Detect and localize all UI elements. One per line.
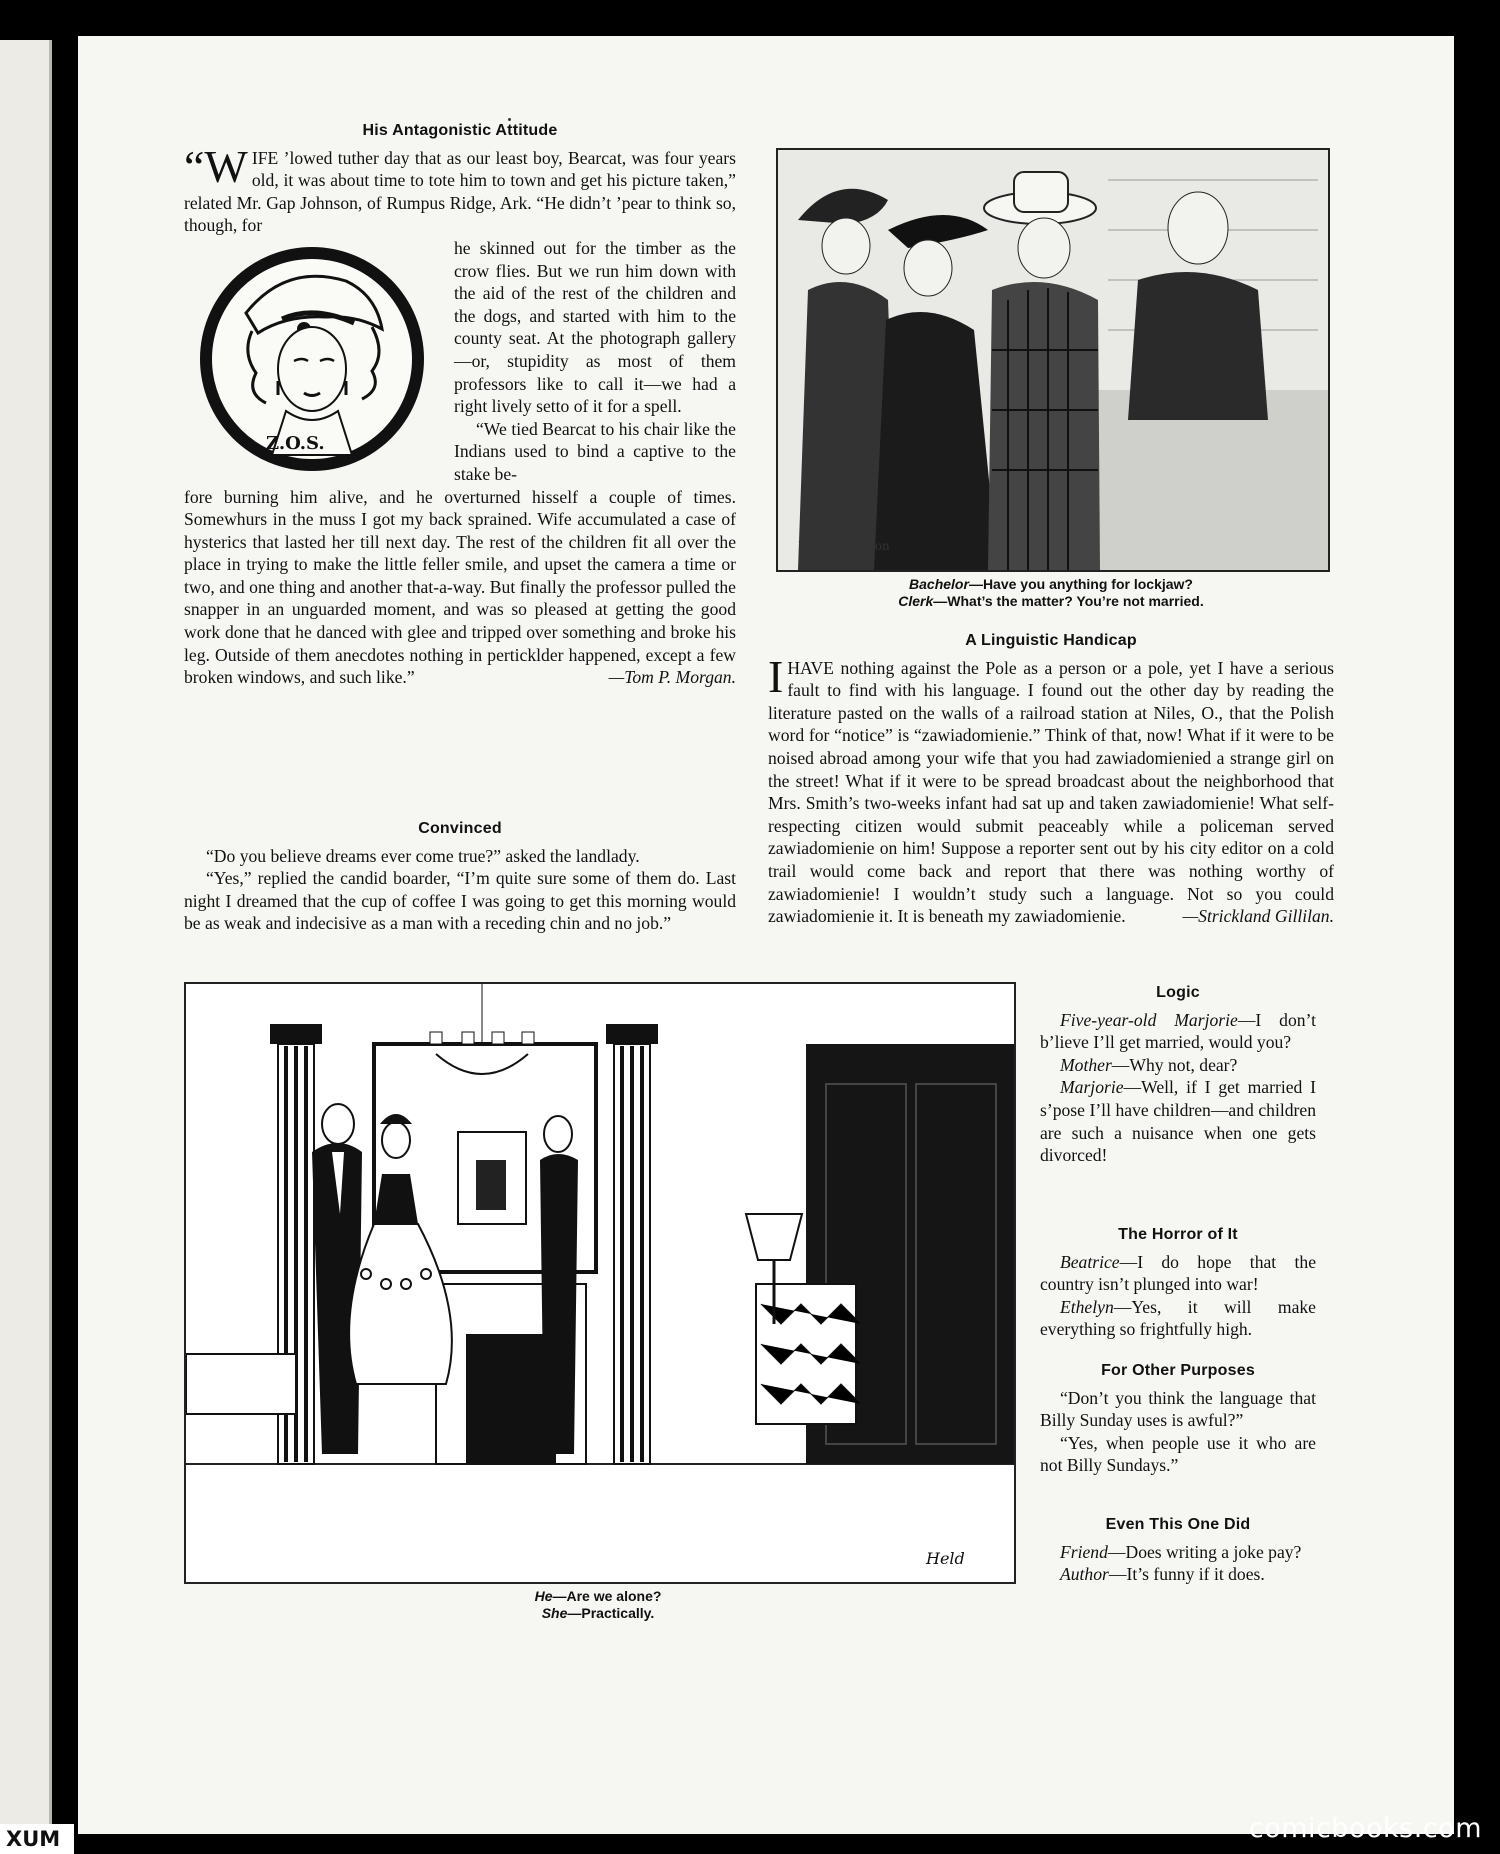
article-antagonistic-attitude — [184, 120, 736, 689]
pharmacy-illustration — [778, 150, 1328, 570]
article-paragraph: he skinned out for the timber as the crow flies. But we run him down with the aid of the rest of the children and the dogs, and started with him to the county seat. At the photograph gallery—or, stupidity as most of them professors like to call it—we had a right lively setto of it for a spell. — [454, 237, 736, 417]
xum-tag: XUM — [0, 1824, 74, 1854]
article-convinced — [184, 818, 736, 935]
article-paragraph: fore burning him alive, and he overturned hisself a couple of times. Somewhurs in the muss I got my back sprained. Wife accumulated a case of hysterics that lasted her till next day. The rest of the children fit all over the place in trying to make the little feller smile, and upset the camera a time or two, and one thing and another that-a-way. But finally the professor pulled the snapper in an unguarded moment, and was so pleased at getting the good work done that he danced with glee and tripped over something and broke his leg. Outside of them anecdotes nothing in perticklder happened, except a few broken windows, and such like.” —Tom P. Morgan. — [184, 486, 736, 688]
article-byline: —Tom P. Morgan. — [608, 667, 736, 688]
pharmacy-cartoon — [776, 148, 1330, 572]
article-other-purposes — [1040, 1360, 1316, 1477]
drop-cap: “W — [184, 140, 248, 192]
article-title: A Linguistic Handicap — [965, 632, 1137, 649]
dialogue-line: Five-year-old Marjorie—I don’t b’lieve I’ll get married, would you? — [1040, 1009, 1316, 1053]
dialogue-line: Author—It’s funny if it does. — [1060, 1564, 1265, 1585]
article-title: For Other Purposes — [1101, 1362, 1255, 1379]
caption-line: Bachelor—Have you anything for lockjaw? — [909, 576, 1193, 592]
article-paragraph: “Yes, when people use it who are not Billy Sundays.” — [1040, 1432, 1316, 1476]
dialogue-line: Marjorie—Well, if I get married I s’pose I’ll have children—and children are such a nuisance when one gets divorced! — [1040, 1077, 1316, 1166]
article-title: His Antagonistic Attitude — [362, 122, 558, 139]
article-logic — [1040, 982, 1316, 1167]
lady-portrait-illustration — [186, 243, 442, 475]
article-title: Convinced — [418, 820, 502, 837]
article-title: Even This One Did — [1105, 1516, 1251, 1533]
article-horror — [1040, 1224, 1316, 1341]
article-paragraph: “Yes,” replied the candid boarder, “I’m quite sure some of them do. Last night I dreamed that the cup of coffee I was going to get this morning would be as weak and indecisive as a man with a receding chin and no job.” — [184, 868, 736, 934]
watermark: comicbooks.com — [1248, 1813, 1482, 1844]
dialogue-line: Mother—Why not, dear? — [1060, 1054, 1238, 1075]
caption-line: Clerk—What’s the matter? You’re not married. — [898, 593, 1204, 609]
article-linguistic-handicap — [768, 630, 1334, 928]
article-title: Logic — [1156, 984, 1200, 1001]
article-paragraph: “Don’t you think the language that Billy Sunday uses is awful?” — [1040, 1387, 1316, 1431]
dialogue-line: Friend—Does writing a joke pay? — [1060, 1541, 1302, 1562]
medallion-signature: Z.O.S. — [266, 432, 325, 454]
parlor-cartoon — [184, 982, 1016, 1584]
portrait-medallion — [186, 243, 446, 478]
article-paragraph: “Do you believe dreams ever come true?” asked the landlady. — [206, 845, 640, 866]
pharmacy-cartoon-signature: Barbara Alston — [798, 539, 890, 553]
parlor-caption — [184, 1588, 1012, 1622]
drop-cap: I — [768, 650, 784, 702]
caption-line: He—Are we alone? — [534, 1588, 662, 1604]
pharmacy-caption — [776, 576, 1326, 610]
previous-page-edge — [0, 40, 52, 1830]
dialogue-line: Ethelyn—Yes, it will make everything so frightfully high. — [1040, 1296, 1316, 1340]
article-even-this-one — [1040, 1514, 1316, 1586]
article-paragraph: “We tied Bearcat to his chair like the Indians used to bind a captive to the stake be- — [454, 418, 736, 484]
dialogue-line: Beatrice—I do hope that the country isn’t plunged into war! — [1040, 1251, 1316, 1295]
parlor-illustration — [186, 984, 1014, 1582]
caption-line: She—Practically. — [541, 1605, 655, 1621]
article-paragraph: IHAVE nothing against the Pole as a person or a pole, yet I have a serious fault to find with his language. I found out the other day by reading the literature pasted on the walls of a railroad station at Niles, O., that the Polish word for “notice” is “zawiadomienie.” Think of that, now! What if it were to be noised abroad among your wife that you had zawiadomienied a strange girl on the street! What if it were to be spread broadcast about the neighborhood that Mrs. Smith’s two-weeks infant had sat up and taken zawiadomienie! What self-respecting citizen would submit peaceably while a policeman served zawiadomienie on him! Suppose a reporter sent out by his city editor on a cold trail would come back and report that there was nothing worthy of zawiadomienie! I wouldn’t study such a language. Not so you could zawiadomienie it. It is beneath my zawiadomienie. —Strickland Gillilan. — [768, 650, 1334, 927]
article-byline: —Strickland Gillilan. — [1182, 906, 1334, 927]
magazine-page — [78, 36, 1454, 1834]
parlor-cartoon-signature: Held — [926, 1549, 965, 1568]
article-title: The Horror of It — [1118, 1226, 1238, 1243]
article-paragraph: “WIFE ’lowed tuther day that as our least boy, Bearcat, was four years old, it was about time to tote him to town and get his picture taken,” related Mr. Gap Johnson, of Rumpus Ridge, Ark. “He didn’t ’pear to think so, though, for — [184, 140, 736, 236]
print-speck — [508, 118, 511, 121]
